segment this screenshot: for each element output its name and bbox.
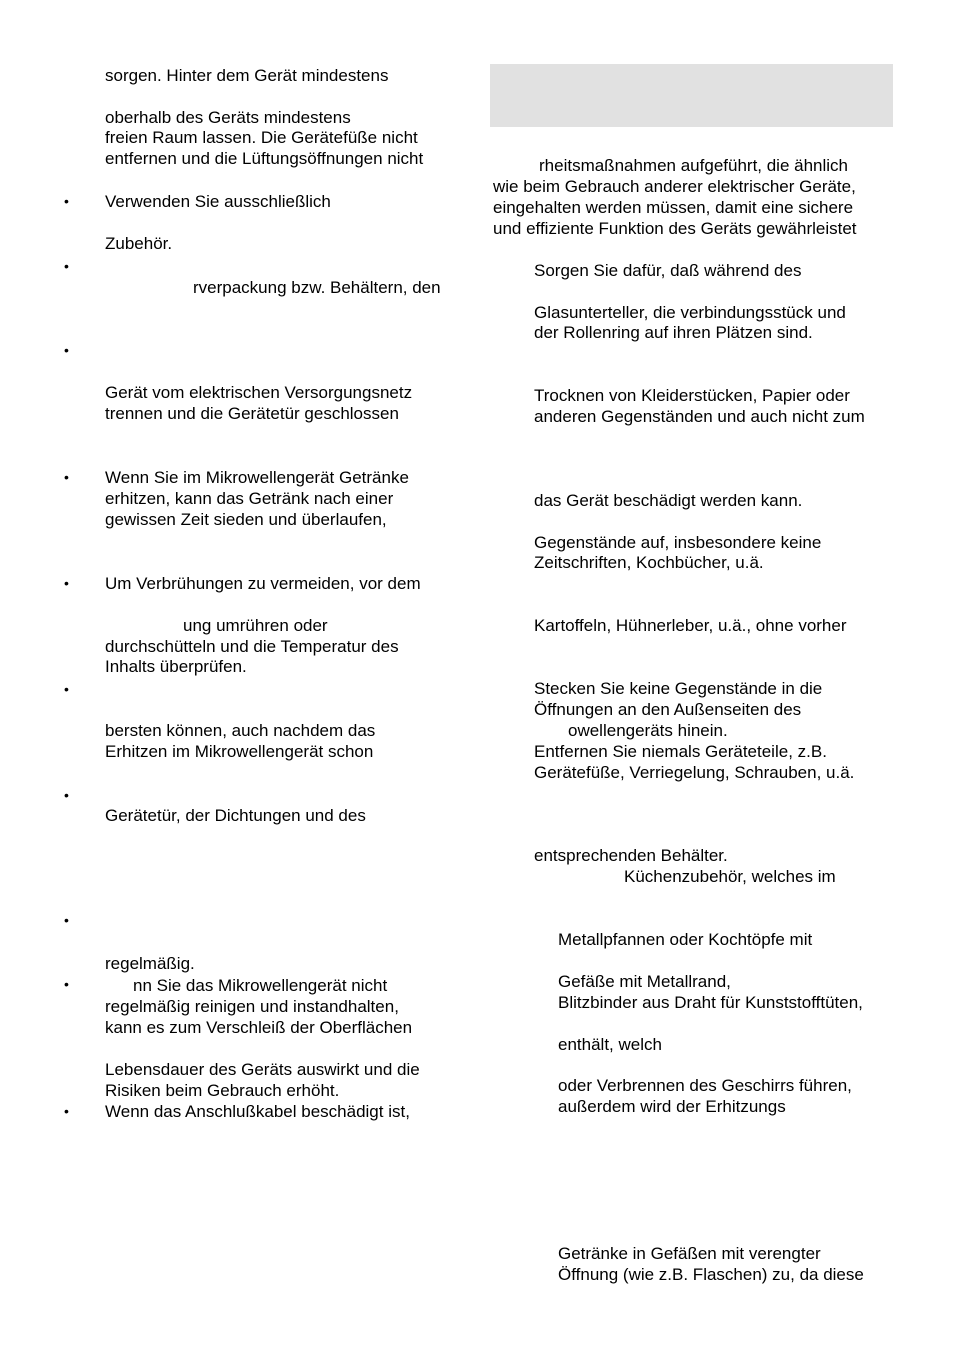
text-line: Sorgen Sie dafür, daß während des <box>534 261 802 280</box>
text-line: sorgen. Hinter dem Gerät mindestens <box>105 66 389 85</box>
text-line: entfernen und die Lüftungsöffnungen nicht <box>105 149 424 168</box>
text-line: Öffnungen an den Außenseiten des <box>534 700 802 719</box>
text-line: Gefäße mit Metallrand, <box>558 972 731 991</box>
text-line: wie beim Gebrauch anderer elektrischer Geräte, <box>493 177 856 196</box>
text-line: Blitzbinder aus Draht für Kunststofftüten, <box>558 993 863 1012</box>
text-line: Zeitschriften, Kochbücher, u.ä. <box>534 553 764 572</box>
text-line: Gerät vom elektrischen Versorgungsnetz <box>105 383 413 402</box>
text-line: Erhitzen im Mikrowellengerät schon <box>105 742 374 761</box>
text-line: Küchenzubehör, welches im <box>624 867 836 886</box>
text-line: oberhalb des Geräts mindestens <box>105 108 351 127</box>
text-line: Inhalts überprüfen. <box>105 657 247 676</box>
text-line: gewissen Zeit sieden und überlaufen, <box>105 510 387 529</box>
bullet-icon: • <box>64 912 69 928</box>
text-line: der Rollenring auf ihren Plätzen sind. <box>534 323 813 342</box>
bullet-icon: • <box>64 258 69 274</box>
text-line: Gerätetür, der Dichtungen und des <box>105 806 366 825</box>
text-line: bersten können, auch nachdem das <box>105 721 376 740</box>
text-line: Lebensdauer des Geräts auswirkt und die <box>105 1060 420 1079</box>
bullet-icon: • <box>64 787 69 803</box>
text-line: Glasunterteller, die verbindungsstück und <box>534 303 846 322</box>
text-line: kann es zum Verschleiß der Oberflächen <box>105 1018 413 1037</box>
text-line: eingehalten werden müssen, damit eine sichere <box>493 198 854 217</box>
text-line: Metallpfannen oder Kochtöpfe mit <box>558 930 813 949</box>
text-line: Zubehör. <box>105 234 173 253</box>
text-line: Um Verbrühungen zu vermeiden, vor dem <box>105 574 421 593</box>
text-line: Stecken Sie keine Gegenstände in die <box>534 679 823 698</box>
text-line: ung umrühren oder <box>183 616 328 635</box>
text-line: außerdem wird der Erhitzungs <box>558 1097 786 1116</box>
text-line: und effiziente Funktion des Geräts gewährleistet <box>493 219 857 238</box>
bullet-icon: • <box>64 681 69 697</box>
bullet-icon: • <box>64 575 69 591</box>
text-line: nn Sie das Mikrowellengerät nicht <box>133 976 388 995</box>
text-line: Getränke in Gefäßen mit verengter <box>558 1244 821 1263</box>
text-line: trennen und die Gerätetür geschlossen <box>105 404 399 423</box>
text-line: entsprechenden Behälter. <box>534 846 728 865</box>
text-line: Kartoffeln, Hühnerleber, u.ä., ohne vorher <box>534 616 847 635</box>
text-line: Verwenden Sie ausschließlich <box>105 192 331 211</box>
text-line: rverpackung bzw. Behältern, den <box>193 278 441 297</box>
text-line: rheitsmaßnahmen aufgeführt, die ähnlich <box>539 156 849 175</box>
bullet-icon: • <box>64 469 69 485</box>
text-line: Trocknen von Kleiderstücken, Papier oder <box>534 386 850 405</box>
text-line: owellengeräts hinein. <box>568 721 728 740</box>
text-line: oder Verbrennen des Geschirrs führen, <box>558 1076 852 1095</box>
text-line: durchschütteln und die Temperatur des <box>105 637 399 656</box>
text-line: anderen Gegenständen und auch nicht zum <box>534 407 865 426</box>
text-line: regelmäßig reinigen und instandhalten, <box>105 997 399 1016</box>
text-line: regelmäßig. <box>105 954 195 973</box>
text-line: Wenn das Anschlußkabel beschädigt ist, <box>105 1102 410 1121</box>
text-line: enthält, welch <box>558 1035 662 1054</box>
bullet-icon: • <box>64 1103 69 1119</box>
text-line: Gegenstände auf, insbesondere keine <box>534 533 822 552</box>
text-line: freien Raum lassen. Die Gerätefüße nicht <box>105 128 418 147</box>
text-line: das Gerät beschädigt werden kann. <box>534 491 803 510</box>
text-line: Entfernen Sie niemals Geräteteile, z.B. <box>534 742 827 761</box>
text-line: erhitzen, kann das Getränk nach einer <box>105 489 394 508</box>
text-line: Öffnung (wie z.B. Flaschen) zu, da diese <box>558 1265 864 1284</box>
section-header-box <box>490 64 893 127</box>
text-line: Gerätefüße, Verriegelung, Schrauben, u.ä. <box>534 763 855 782</box>
bullet-icon: • <box>64 342 69 358</box>
bullet-icon: • <box>64 976 69 992</box>
text-line: Wenn Sie im Mikrowellengerät Getränke <box>105 468 409 487</box>
text-line: Risiken beim Gebrauch erhöht. <box>105 1081 340 1100</box>
bullet-icon: • <box>64 193 69 209</box>
